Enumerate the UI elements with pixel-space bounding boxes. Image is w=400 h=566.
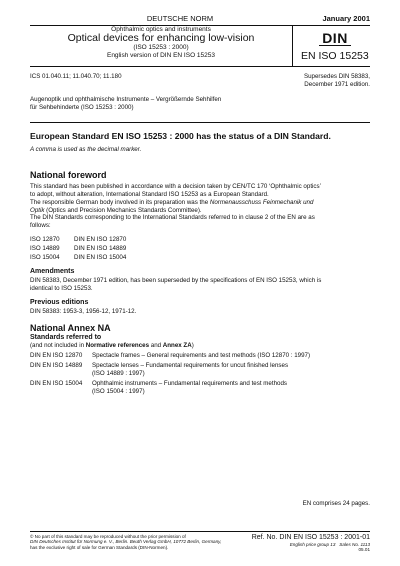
din-number: DIN EN ISO 12870: [74, 236, 127, 243]
supersedes-note: [304, 73, 370, 88]
table-row: [30, 245, 126, 254]
table-row: [30, 352, 310, 362]
publication-date: January 2001: [322, 14, 370, 23]
table-row: [30, 236, 126, 245]
din-logo-block: [301, 30, 369, 62]
foreword-p1-line-2: to adopt, without alteration, International Standard ISO 15253 as a European Standard.: [30, 190, 269, 198]
reference-block: [252, 534, 370, 553]
reference-title-line-1: Spectacle frames – General requirements and test methods (ISO 12870 : 1997): [92, 352, 311, 359]
german-title: [30, 96, 221, 111]
foreword-p2-text-a: The responsible German body involved in its preparation was the: [30, 199, 210, 207]
meta-rule: [30, 122, 370, 123]
table-row: [30, 380, 310, 397]
annex-note-d: Annex ZA: [162, 342, 192, 349]
foreword-heading: National foreword: [30, 170, 107, 180]
page-count-note: EN comprises 24 pages.: [302, 500, 370, 507]
amendments-body: [30, 277, 321, 292]
english-version-label: English version of DIN EN ISO 15253: [106, 52, 216, 59]
reference-number: DIN EN ISO 14889: [30, 362, 83, 369]
annex-references-table: [30, 352, 310, 397]
foreword-p2-line-2: [30, 207, 375, 215]
sales-number: Sales No. 1113: [339, 542, 370, 547]
annex-note: [30, 342, 194, 350]
foreword-p1-line-1: This standard has been published in accordance with a decision taken by CEN/TC 170 ‘Ophthalmic optics’: [30, 183, 321, 190]
document-title: Optical devices for enhancing low-vision: [67, 32, 255, 44]
footer-rule: [30, 531, 370, 532]
reference-title: [92, 380, 310, 397]
copyright-line-3: has the exclusive right of sale for German Standards (DIN-Normen).: [30, 544, 169, 550]
price-group: English price group 13: [289, 542, 336, 547]
reference-number: DIN EN ISO 15004: [30, 380, 83, 387]
annex-note-b: Normative references: [85, 342, 150, 349]
foreword-p3-line-1: The DIN Standards corresponding to the International Standards referred to in clause 2 of the EN are as: [30, 214, 315, 222]
copyright-notice: [30, 534, 270, 550]
foreword-body: [30, 183, 375, 230]
din-logo: DIN: [319, 32, 351, 46]
edition-code: 05.01: [358, 547, 370, 553]
reference-number: DIN EN ISO 12870: [30, 352, 83, 359]
table-row: [30, 254, 126, 263]
norm-label: DEUTSCHE NORM: [146, 14, 214, 23]
annex-note-e: ): [191, 342, 194, 349]
foreword-p2-text-b: (Optics and Precision Mechanics Standards Committee).: [44, 206, 202, 214]
reference-title-line-1: Spectacle lenses – Fundamental requirements for uncut finished lenses: [92, 362, 289, 369]
copyright-line-2: DIN Deutsches Institut für Normung e. V., Berlin. Beuth Verlag GmbH, 10772 Berlin, Germany,: [30, 539, 222, 545]
annex-subheading: Standards referred to: [30, 334, 102, 341]
foreword-p2-committee-de-b: Optik: [30, 206, 45, 214]
annex-note-a: (and not included in: [30, 342, 86, 349]
previous-editions-heading: Previous editions: [30, 299, 89, 306]
iso-reference: (ISO 15253 : 2000): [133, 44, 189, 51]
reference-title: [92, 362, 310, 380]
amendments-line-2: identical to ISO 15253.: [30, 284, 93, 292]
foreword-p2-committee-de-a: Normenausschuss Feinmechanik und: [209, 199, 314, 207]
reference-title-line-2: (ISO 15004 : 1997): [92, 388, 145, 395]
reference-number-footer: Ref. No. DIN EN ISO 15253 : 2001-01: [251, 534, 370, 541]
ics-codes: ICS 01.040.11; 11.040.70; 11.180: [30, 73, 122, 80]
standard-number: EN ISO 15253: [301, 50, 369, 62]
supersedes-line-1: Supersedes DIN 58383,: [303, 73, 370, 80]
amendments-heading: Amendments: [30, 268, 75, 275]
previous-editions-text: DIN 58383: 1953-3, 1956-12, 1971-12.: [30, 308, 137, 315]
iso-number: ISO 14889: [30, 245, 60, 252]
annex-heading: National Annex NA: [30, 323, 111, 333]
german-title-line-2: für Sehbehinderte (ISO 15253 : 2000): [30, 103, 134, 111]
category-label: Ophthalmic optics and instruments: [111, 26, 211, 33]
decimal-marker-note: A comma is used as the decimal marker.: [30, 146, 142, 153]
iso-number: ISO 15004: [30, 254, 60, 261]
reference-title: [92, 352, 310, 362]
corresponding-standards-table: [30, 236, 126, 263]
reference-title-line-2: (ISO 14889 : 1997): [92, 370, 145, 377]
german-title-line-1: Augenoptik und ophthalmische Instrumente – Vergrößernde Sehhilfen: [30, 96, 222, 103]
foreword-p2: [30, 199, 375, 207]
annex-note-c: and: [149, 342, 163, 349]
supersedes-line-2: December 1971 edition.: [304, 80, 370, 88]
iso-number: ISO 12870: [30, 236, 60, 243]
din-number: DIN EN ISO 15004: [74, 254, 127, 261]
title-rule: [30, 66, 370, 67]
foreword-p3-line-2: follows:: [30, 221, 51, 229]
title-block: [30, 26, 293, 66]
amendments-line-1: DIN 58383, December 1971 edition, has been superseded by the specifications of EN ISO 15253, which is: [30, 277, 322, 284]
status-heading: European Standard EN ISO 15253 : 2000 has the status of a DIN Standard.: [30, 131, 331, 141]
din-number: DIN EN ISO 14889: [74, 245, 127, 252]
reference-title-line-1: Ophthalmic instruments – Fundamental requirements and test methods: [92, 380, 288, 387]
table-row: [30, 362, 310, 380]
copyright-line-1: © No part of this standard may be reproduced without the prior permission of: [30, 534, 186, 539]
